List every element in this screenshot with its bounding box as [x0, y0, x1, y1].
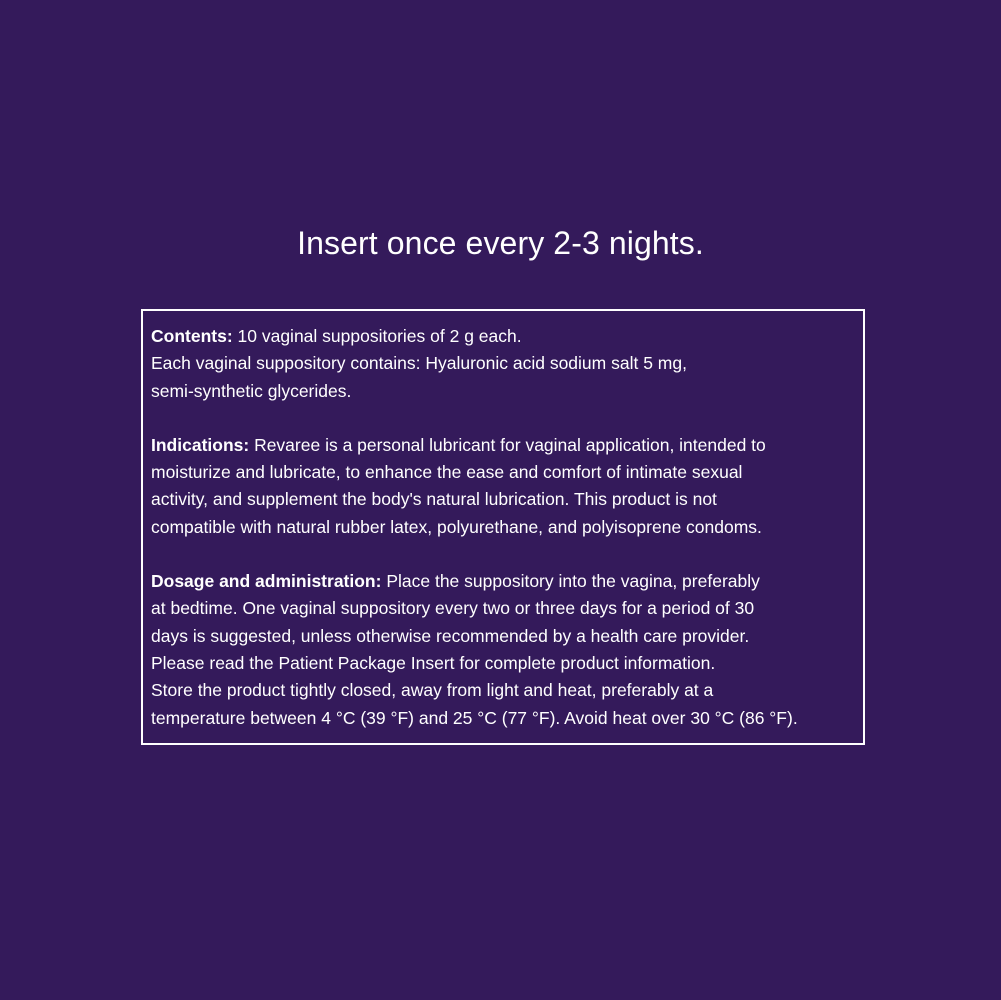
contents-text: 10 vaginal suppositories of 2 g each. Each vaginal suppository contains: Hyaluronic acid sodium salt 5 mg, semi-synthetic glycerides. — [151, 326, 687, 401]
dosage-section — [151, 568, 863, 732]
contents-label: Contents: — [151, 326, 233, 346]
indications-label: Indications: — [151, 434, 250, 455]
contents-section — [151, 323, 863, 405]
dosage-text: Place the suppository into the vagina, preferably at bedtime. One vaginal suppository every two or three days for a period of 30 days is suggested, unless otherwise recommended by a health care provider. Please read the Patient Package Insert for complete product information. Store the product tightly closed, away from light and heat, preferably at a temperature between 4 °C (39 °F) and 25 °C (77 °F). Avoid heat over 30 °C (86 °F). — [151, 571, 798, 728]
indications-text: Revaree is a personal lubricant for vaginal application, intended to moisturize and lubricate, to enhance the ease and comfort of intimate sexual activity, and supplement the body's natural lubrication. This product is not compatible with natural rubber latex, polyurethane, and polyisoprene condoms. — [151, 434, 766, 537]
product-info-box — [141, 309, 865, 745]
indications-section — [151, 432, 863, 541]
dosage-label: Dosage and administration: — [151, 571, 382, 592]
headline: Insert once every 2-3 nights. — [297, 225, 704, 261]
